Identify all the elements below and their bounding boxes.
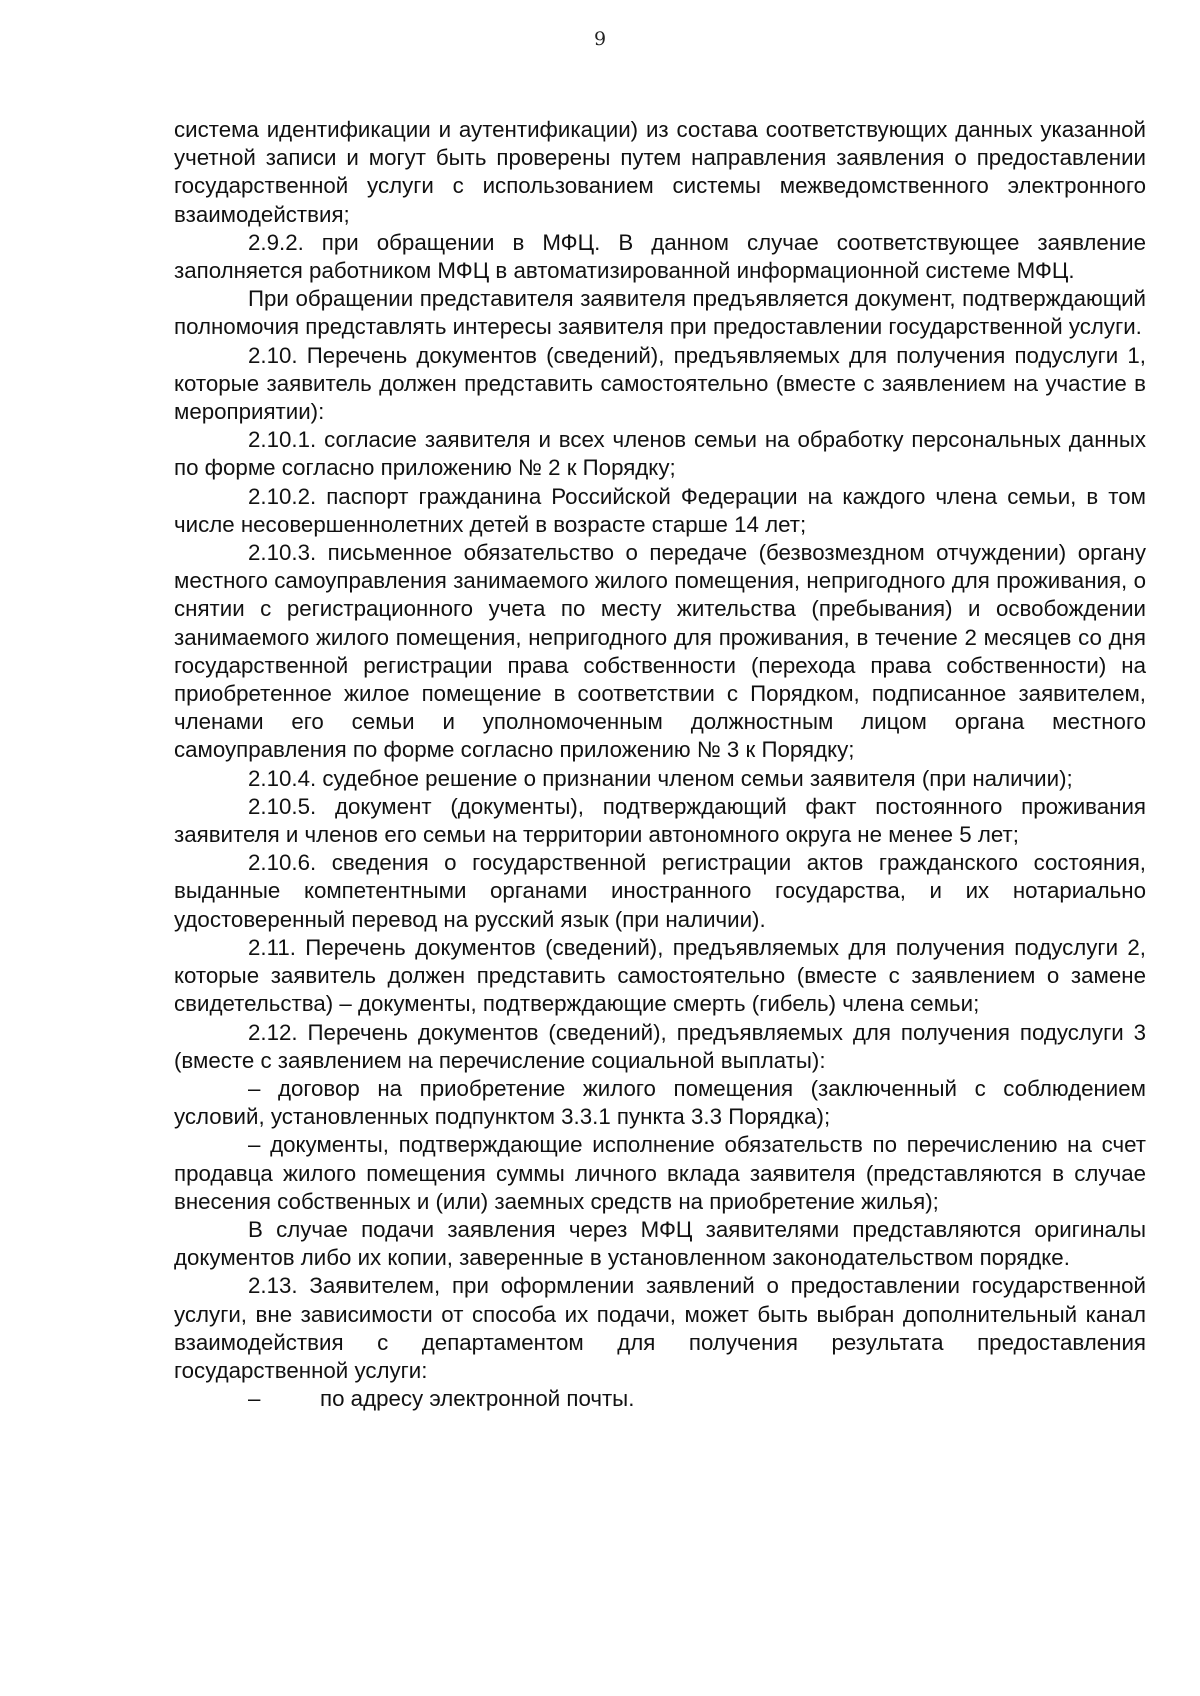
paragraph: 2.10.3. письменное обязательство о передаче (безвозмездном отчуждении) органу местного самоуправления занимаемого жилого помещения, непригодного для проживания, о снятии с регистрационного учета по месту жительства (пребывания) и освобождении занимаемого жилого помещения, непригодного для проживания, в течение 2 месяцев со дня государственной регистрации права собственности (перехода права собственности) на приобретенное жилое помещение в соответствии с Порядком, подписанное заявителем, членами его семьи и уполномоченным должностным лицом органа местного самоуправления по форме согласно приложению № 3 к Порядку; [174,540,1146,763]
paragraph: 2.10.5. документ (документы), подтверждающий факт постоянного проживания заявителя и членов его семьи на территории автономного округа не менее 5 лет; [174,793,1146,848]
paragraph: 2.10.4. судебное решение о признании членом семьи заявителя (при наличии); [248,765,1073,791]
page-number: 9 [593,28,607,50]
paragraph: система идентификации и аутентификации) из состава соответствующих данных указанной учетной записи и могут быть проверены путем направления заявления о предоставлении государственной услуги с использованием системы межведомственного электронного взаимодействия; [174,117,1146,227]
paragraph: 2.10. Перечень документов (сведений), предъявляемых для получения подуслуги 1, которые заявитель должен представить самостоятельно (вместе с заявлением на участие в мероприятии): [174,342,1146,425]
paragraph: 2.10.2. паспорт гражданина Российской Федерации на каждого члена семьи, в том числе несовершеннолетних детей в возрасте старше 14 лет; [174,483,1146,537]
dash-marker: – [248,1386,261,1412]
paragraph: 2.11. Перечень документов (сведений), предъявляемых для получения подуслуги 2, которые заявитель должен представить самостоятельно (вместе с заявлением о замене свидетельства) – документы, подтверждающие смерть (гибель) члена семьи; [174,934,1146,1017]
list-item [174,1385,1146,1413]
list-item: – договор на приобретение жилого помещения (заключенный с соблюдением условий, установленных подпунктом 3.3.1 пункта 3.3 Порядка); [174,1075,1146,1130]
list-item-text: по адресу электронной почты. [320,1386,635,1412]
paragraph: При обращении представителя заявителя предъявляется документ, подтверждающий полномочия представлять интересы заявителя при предоставлении государственной услуги. [174,286,1146,340]
paragraph: 2.10.6. сведения о государственной регистрации актов гражданского состояния, выданные компетентными органами иностранного государства, и их нотариально удостоверенный перевод на русский язык (при наличии). [174,850,1146,932]
paragraph: 2.12. Перечень документов (сведений), предъявляемых для получения подуслуги 3 (вместе с заявлением на перечисление социальной выплаты): [174,1019,1146,1073]
paragraph: 2.9.2. при обращении в МФЦ. В данном случае соответствующее заявление заполняется работником МФЦ в автоматизированной информационной системе МФЦ. [174,229,1146,284]
document-body [174,116,1146,1413]
paragraph: В случае подачи заявления через МФЦ заявителями представляются оригиналы документов либо их копии, заверенные в установленном законодательством порядке. [174,1216,1146,1271]
list-item: – документы, подтверждающие исполнение обязательств по перечислению на счет продавца жилого помещения суммы личного вклада заявителя (представляются в случае внесения собственных и (или) заемных средств на приобретение жилья); [174,1132,1146,1214]
paragraph: 2.13. Заявителем, при оформлении заявлений о предоставлении государственной услуги, вне зависимости от способа их подачи, может быть выбран дополнительный канал взаимодействия с департаментом для получения результата предоставления государственной услуги: [174,1273,1146,1383]
paragraph: 2.10.1. согласие заявителя и всех членов семьи на обработку персональных данных по форме согласно приложению № 2 к Порядку; [174,427,1146,481]
